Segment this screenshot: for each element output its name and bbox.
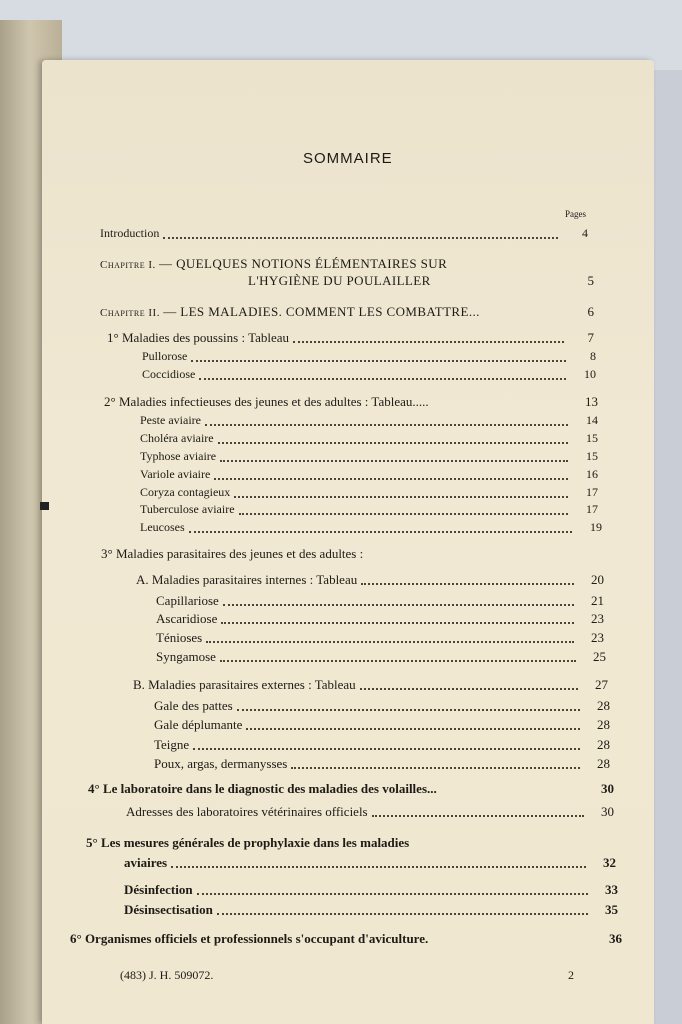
toc-page: 10 (584, 367, 596, 381)
toc-label: A. Maladies parasitaires internes : Tableau (136, 572, 358, 587)
toc-item (140, 520, 602, 535)
toc-page: 5 (587, 273, 594, 288)
toc-section-4 (88, 781, 614, 797)
toc-label: Désinfection (124, 882, 193, 897)
chapter-title: — LES MALADIES. COMMENT LES COMBATTRE... (163, 304, 480, 319)
toc-label: Poux, argas, dermanysses (154, 756, 288, 771)
leader-dots (193, 748, 580, 750)
leader-dots (291, 767, 580, 769)
leader-dots (218, 442, 568, 444)
leader-dots (220, 660, 576, 662)
toc-section-6 (70, 931, 622, 947)
leader-dots (221, 622, 574, 624)
toc-introduction (100, 226, 588, 241)
toc-section-5-line1: 5° Les mesures générales de prophylaxie dans les maladies (86, 835, 410, 850)
toc-label: 1° Maladies des poussins : Tableau (107, 330, 290, 345)
toc-item (154, 698, 610, 714)
chapter-prefix: Chapitre II. (100, 307, 160, 319)
toc-label: Désinsectisation (124, 902, 213, 917)
printer-mark: (483) J. H. 509072. (120, 968, 214, 982)
toc-section-2 (104, 394, 598, 410)
toc-page: 25 (593, 649, 606, 664)
toc-page: 17 (586, 502, 598, 516)
leader-dots (205, 424, 568, 426)
toc-label: Variole aviaire (140, 467, 211, 481)
toc-page: 28 (597, 698, 610, 713)
toc-page: 35 (605, 902, 618, 917)
toc-page: 33 (605, 882, 618, 897)
toc-label: Introduction (100, 226, 160, 240)
toc-label: aviaires (124, 855, 168, 870)
leader-dots (237, 709, 580, 711)
toc-item (156, 593, 604, 609)
toc-chapter2 (100, 304, 594, 320)
leader-dots (239, 513, 568, 515)
toc-item (156, 611, 604, 627)
leader-dots (214, 478, 568, 480)
chapter-title: — QUELQUES NOTIONS ÉLÉMENTAIRES SUR (159, 256, 448, 271)
toc-page: 32 (603, 855, 616, 870)
toc-page: 23 (591, 630, 604, 645)
toc-label: Pullorose (142, 349, 188, 363)
leader-dots (217, 913, 588, 915)
toc-label: Ténioses (156, 630, 203, 645)
toc-item (140, 413, 598, 428)
toc-label: Peste aviaire (140, 413, 201, 427)
toc-label: Coccidiose (142, 367, 196, 381)
toc-page: 15 (586, 431, 598, 445)
leader-dots (163, 237, 558, 239)
toc-page: 20 (591, 572, 604, 587)
toc-label: Gale des pattes (154, 698, 233, 713)
toc-label: 2° Maladies infectieuses des jeunes et des adultes : Tableau..... (104, 394, 429, 409)
leader-dots (361, 583, 574, 585)
toc-item (140, 431, 598, 446)
toc-label: B. Maladies parasitaires externes : Tableau (133, 677, 356, 692)
toc-item (156, 630, 604, 646)
toc-label: Typhose aviaire (140, 449, 217, 463)
toc-subsection-3b (133, 677, 608, 693)
toc-item (126, 804, 614, 820)
pages-column-header: Pages (565, 209, 586, 219)
toc-page: 27 (595, 677, 608, 692)
toc-label: Tuberculose aviaire (140, 502, 235, 516)
leader-dots (197, 893, 588, 895)
toc-page: 13 (585, 394, 598, 409)
toc-label: Coryza contagieux (140, 485, 231, 499)
toc-item (154, 737, 610, 753)
toc-chapter1-line2 (248, 273, 594, 289)
toc-page: 36 (609, 931, 622, 946)
leader-dots (372, 815, 584, 817)
toc-item (124, 902, 618, 918)
leader-dots (360, 688, 578, 690)
spine-mark (40, 502, 49, 510)
toc-label: Teigne (154, 737, 190, 752)
book-page (42, 60, 654, 1024)
leader-dots (199, 378, 566, 380)
chapter-title-cont: L'HYGIÈNE DU POULAILLER (248, 273, 431, 288)
leader-dots (234, 496, 568, 498)
toc-page: 6 (587, 304, 594, 319)
leader-dots (223, 604, 574, 606)
toc-page: 23 (591, 611, 604, 626)
toc-page: 17 (586, 485, 598, 499)
leader-dots (220, 460, 568, 462)
toc-label: Syngamose (156, 649, 216, 664)
toc-page: 30 (601, 804, 614, 819)
toc-section-3: 3° Maladies parasitaires des jeunes et des adultes : (101, 546, 364, 561)
toc-item (140, 467, 598, 482)
page-number: 2 (568, 968, 574, 982)
toc-label: Leucoses (140, 520, 185, 534)
leader-dots (189, 531, 572, 533)
toc-page: 30 (601, 781, 614, 796)
toc-label: Adresses des laboratoires vétérinaires officiels (126, 804, 368, 819)
toc-item (142, 349, 596, 364)
toc-label: Capillariose (156, 593, 219, 608)
toc-section-1 (107, 330, 594, 346)
toc-label: Gale déplumante (154, 717, 243, 732)
toc-chapter1-line1 (100, 256, 447, 272)
toc-label: Choléra aviaire (140, 431, 214, 445)
toc-page: 21 (591, 593, 604, 608)
toc-section-5-line2 (124, 855, 616, 871)
toc-label: 6° Organismes officiels et professionnels s'occupant d'aviculture. (70, 931, 429, 946)
toc-item (140, 449, 598, 464)
toc-item (140, 485, 598, 500)
leader-dots (293, 341, 564, 343)
chapter-prefix: Chapitre I. (100, 259, 156, 271)
leader-dots (206, 641, 574, 643)
toc-label: 4° Le laboratoire dans le diagnostic des maladies des volailles... (88, 781, 437, 796)
toc-page: 16 (586, 467, 598, 481)
toc-page: 19 (590, 520, 602, 534)
leader-dots (246, 728, 580, 730)
toc-item (124, 882, 618, 898)
toc-item (154, 756, 610, 772)
toc-item (142, 367, 596, 382)
toc-label: Ascaridiose (156, 611, 218, 626)
toc-page: 15 (586, 449, 598, 463)
toc-page: 28 (597, 756, 610, 771)
page-title: SOMMAIRE (303, 150, 393, 167)
leader-dots (191, 360, 566, 362)
toc-page: 28 (597, 737, 610, 752)
toc-item (140, 502, 598, 517)
toc-page: 8 (590, 349, 596, 363)
toc-page: 14 (586, 413, 598, 427)
toc-subsection-3a (136, 572, 604, 588)
toc-item (156, 649, 606, 665)
toc-item (154, 717, 610, 733)
leader-dots (171, 866, 586, 868)
toc-page: 7 (587, 330, 594, 345)
toc-page: 4 (582, 226, 588, 240)
toc-page: 28 (597, 717, 610, 732)
